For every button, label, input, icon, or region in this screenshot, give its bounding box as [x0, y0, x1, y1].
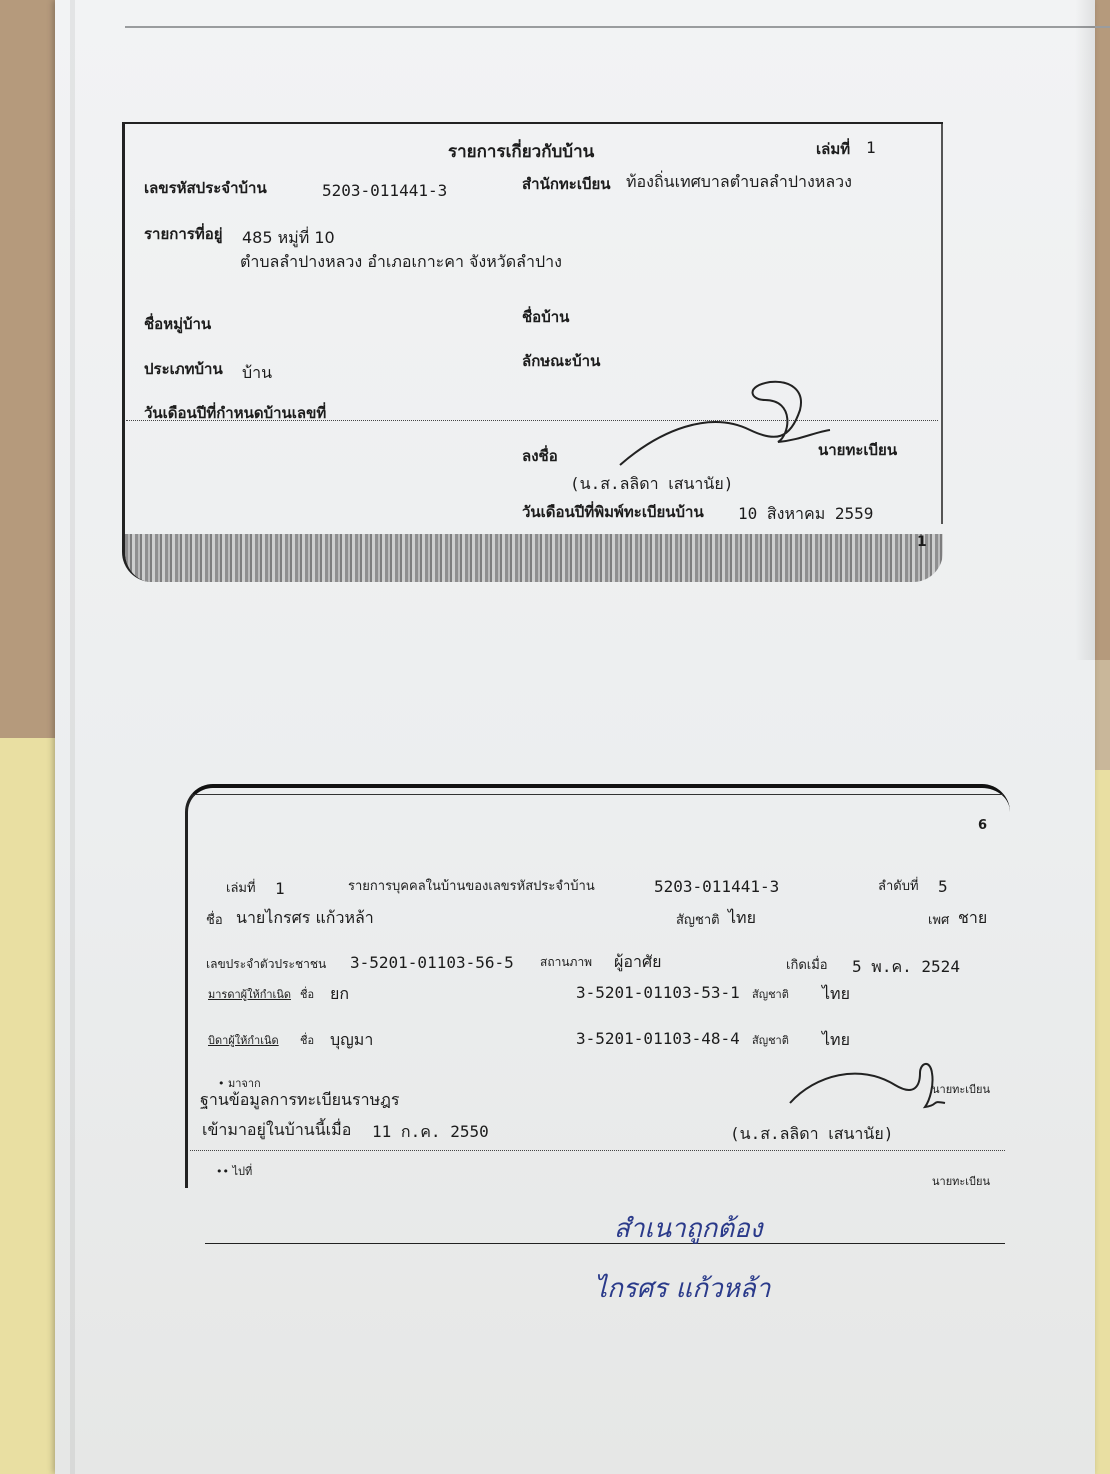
- person-page-number: 6: [978, 818, 988, 833]
- registrar-signature-2: [780, 1055, 950, 1115]
- name-value: นายไกรศร แก้วหล้า: [236, 908, 374, 927]
- card-page-number: 1: [917, 534, 927, 550]
- mother-name-label: ชื่อ: [300, 988, 315, 1001]
- registry-office-label: สำนักทะเบียน: [522, 175, 611, 193]
- registrar-name: (น.ส.ลลิดา เสนานัย): [570, 474, 734, 493]
- bottom-registrar-title: นายทะเบียน: [932, 1175, 991, 1188]
- house-name-label: ชื่อบ้าน: [522, 308, 570, 326]
- card-scan-noise: [125, 534, 943, 582]
- house-type-label: ประเภทบ้าน: [144, 360, 223, 378]
- sex-value: ชาย: [958, 908, 988, 927]
- registrar-signature-1: [600, 370, 860, 470]
- book-label: เล่มที่: [816, 140, 851, 158]
- moved-in-label: เข้ามาอยู่ในบ้านนี้เมื่อ: [202, 1120, 352, 1139]
- sex-label: เพศ: [928, 913, 950, 928]
- mother-nationality-label: สัญชาติ: [752, 988, 789, 1001]
- person-dotted-separator: [190, 1150, 1005, 1151]
- father-label: บิดาผู้ให้กำเนิด: [208, 1034, 279, 1047]
- card-inner-border: [194, 794, 1004, 795]
- nationality-value: ไทย: [728, 908, 756, 927]
- father-name-value: บุญมา: [330, 1030, 374, 1049]
- order-label: ลำดับที่: [878, 879, 919, 894]
- number-assigned-date-label: วันเดือนปีที่กำหนดบ้านเลขที่: [144, 404, 327, 422]
- address-line-2: ตำบลลำปางหลวง อำเภอเกาะคา จังหวัดลำปาง: [240, 252, 562, 271]
- registry-office-value: ท้องถิ่นเทศบาลตำบลลำปางหลวง: [626, 172, 852, 191]
- print-date-value: 10 สิงหาคม 2559: [738, 504, 874, 523]
- status-value: ผู้อาศัย: [614, 952, 662, 971]
- mother-id-value: 3-5201-01103-53-1: [576, 983, 740, 1002]
- moved-in-date: 11 ก.ค. 2550: [372, 1122, 489, 1141]
- mother-label: มารดาผู้ให้กำเนิด: [208, 988, 291, 1001]
- registrar-title: นายทะเบียน: [818, 441, 898, 459]
- mother-nationality-value: ไทย: [822, 984, 850, 1003]
- order-number: 5: [938, 877, 948, 896]
- citizen-id-value: 3-5201-01103-56-5: [350, 953, 514, 972]
- sign-label: ลงชื่อ: [522, 447, 558, 465]
- house-id-value: 5203-011441-3: [322, 181, 448, 200]
- born-label: เกิดเมื่อ: [786, 958, 828, 973]
- sheet-crease: [125, 26, 1110, 28]
- person-list-label: รายการบุคคลในบ้านของเลขรหัสประจำบ้าน: [348, 879, 595, 894]
- card-right-edge: [941, 124, 943, 524]
- house-type-value: บ้าน: [242, 363, 273, 382]
- moved-to-label: •• ไปที่: [216, 1165, 253, 1178]
- moved-from-label: • มาจาก: [218, 1077, 261, 1090]
- house-feature-label: ลักษณะบ้าน: [522, 352, 601, 370]
- book-number: 1: [866, 138, 876, 157]
- born-value: 5 พ.ค. 2524: [852, 957, 960, 976]
- father-nationality-value: ไทย: [822, 1030, 850, 1049]
- bottom-rule: [205, 1243, 1005, 1244]
- house-record-title: รายการเกี่ยวกับบ้าน: [448, 142, 595, 162]
- house-id-label: เลขรหัสประจำบ้าน: [144, 179, 267, 197]
- father-nationality-label: สัญชาติ: [752, 1034, 789, 1047]
- address-label: รายการที่อยู่: [144, 225, 223, 243]
- citizen-id-label: เลขประจำตัวประชาชน: [206, 957, 327, 971]
- moved-from-value: ฐานข้อมูลการทะเบียนราษฎร: [200, 1090, 400, 1109]
- mother-name-value: ยก: [330, 984, 350, 1003]
- person-book-number: 1: [275, 879, 285, 898]
- village-name-label: ชื่อหมู่บ้าน: [144, 315, 212, 333]
- handwritten-signature-name: ไกรศร แก้วหล้า: [594, 1274, 771, 1304]
- person-registrar-name: (น.ส.ลลิดา เสนานัย): [730, 1124, 894, 1143]
- print-date-label: วันเดือนปีที่พิมพ์ทะเบียนบ้าน: [522, 503, 704, 521]
- person-registrar-title: นายทะเบียน: [932, 1083, 991, 1096]
- name-label: ชื่อ: [206, 913, 223, 928]
- father-id-value: 3-5201-01103-48-4: [576, 1029, 740, 1048]
- status-label: สถานภาพ: [540, 955, 593, 969]
- sheet-edge-shadow: [1075, 0, 1095, 660]
- sheet-fold: [70, 0, 75, 1474]
- person-house-id: 5203-011441-3: [654, 877, 780, 896]
- handwritten-certified-copy: สำเนาถูกต้อง: [614, 1214, 763, 1244]
- person-book-label: เล่มที่: [226, 881, 256, 896]
- address-line-1: 485 หมู่ที่ 10: [242, 228, 335, 247]
- father-name-label: ชื่อ: [300, 1034, 315, 1047]
- nationality-label: สัญชาติ: [676, 913, 720, 928]
